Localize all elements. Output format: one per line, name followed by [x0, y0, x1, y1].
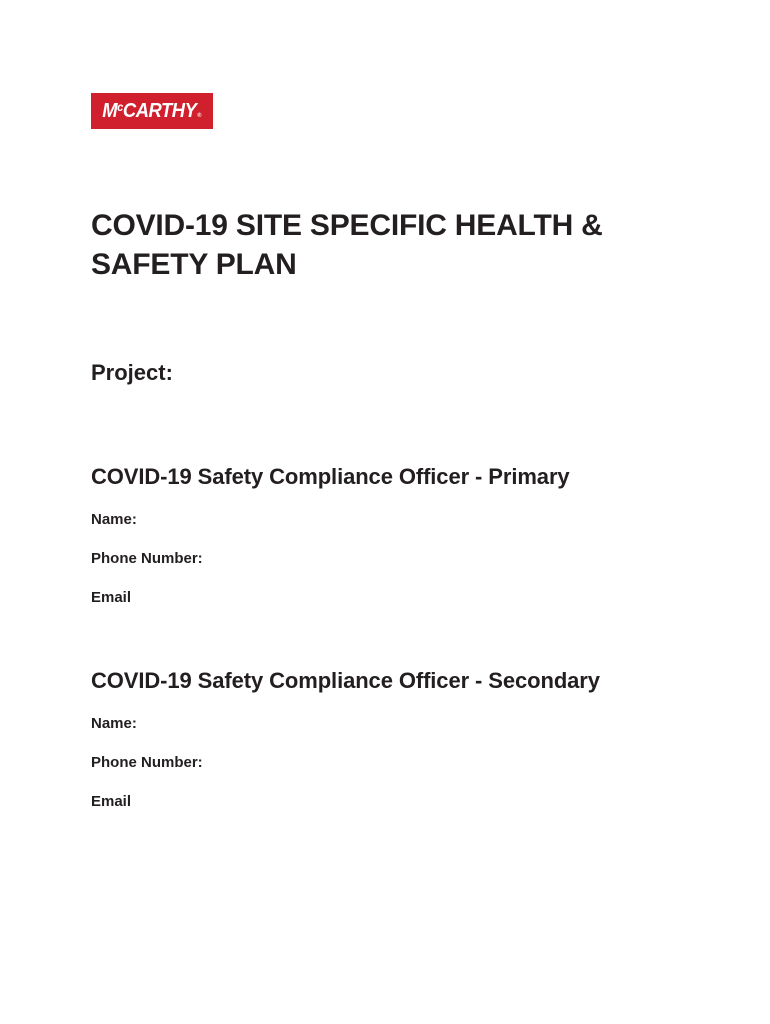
secondary-officer-heading: COVID-19 Safety Compliance Officer - Secondary — [91, 668, 600, 693]
document-title: COVID-19 SITE SPECIFIC HEALTH & SAFETY PLAN — [91, 209, 603, 281]
primary-name-label: Name: — [91, 511, 137, 528]
primary-email-label: Email — [91, 589, 132, 606]
mccarthy-logo — [91, 93, 213, 129]
secondary-email-label: Email — [91, 793, 132, 810]
secondary-phone-label: Phone Number: — [91, 754, 203, 771]
project-label: Project: — [91, 360, 173, 385]
secondary-name-label: Name: — [91, 715, 137, 732]
primary-officer-heading: COVID-19 Safety Compliance Officer - Primary — [91, 464, 570, 489]
logo-wordmark: $M^cCARTHY®$ — [102, 100, 202, 122]
primary-phone-label: Phone Number: — [91, 550, 203, 567]
